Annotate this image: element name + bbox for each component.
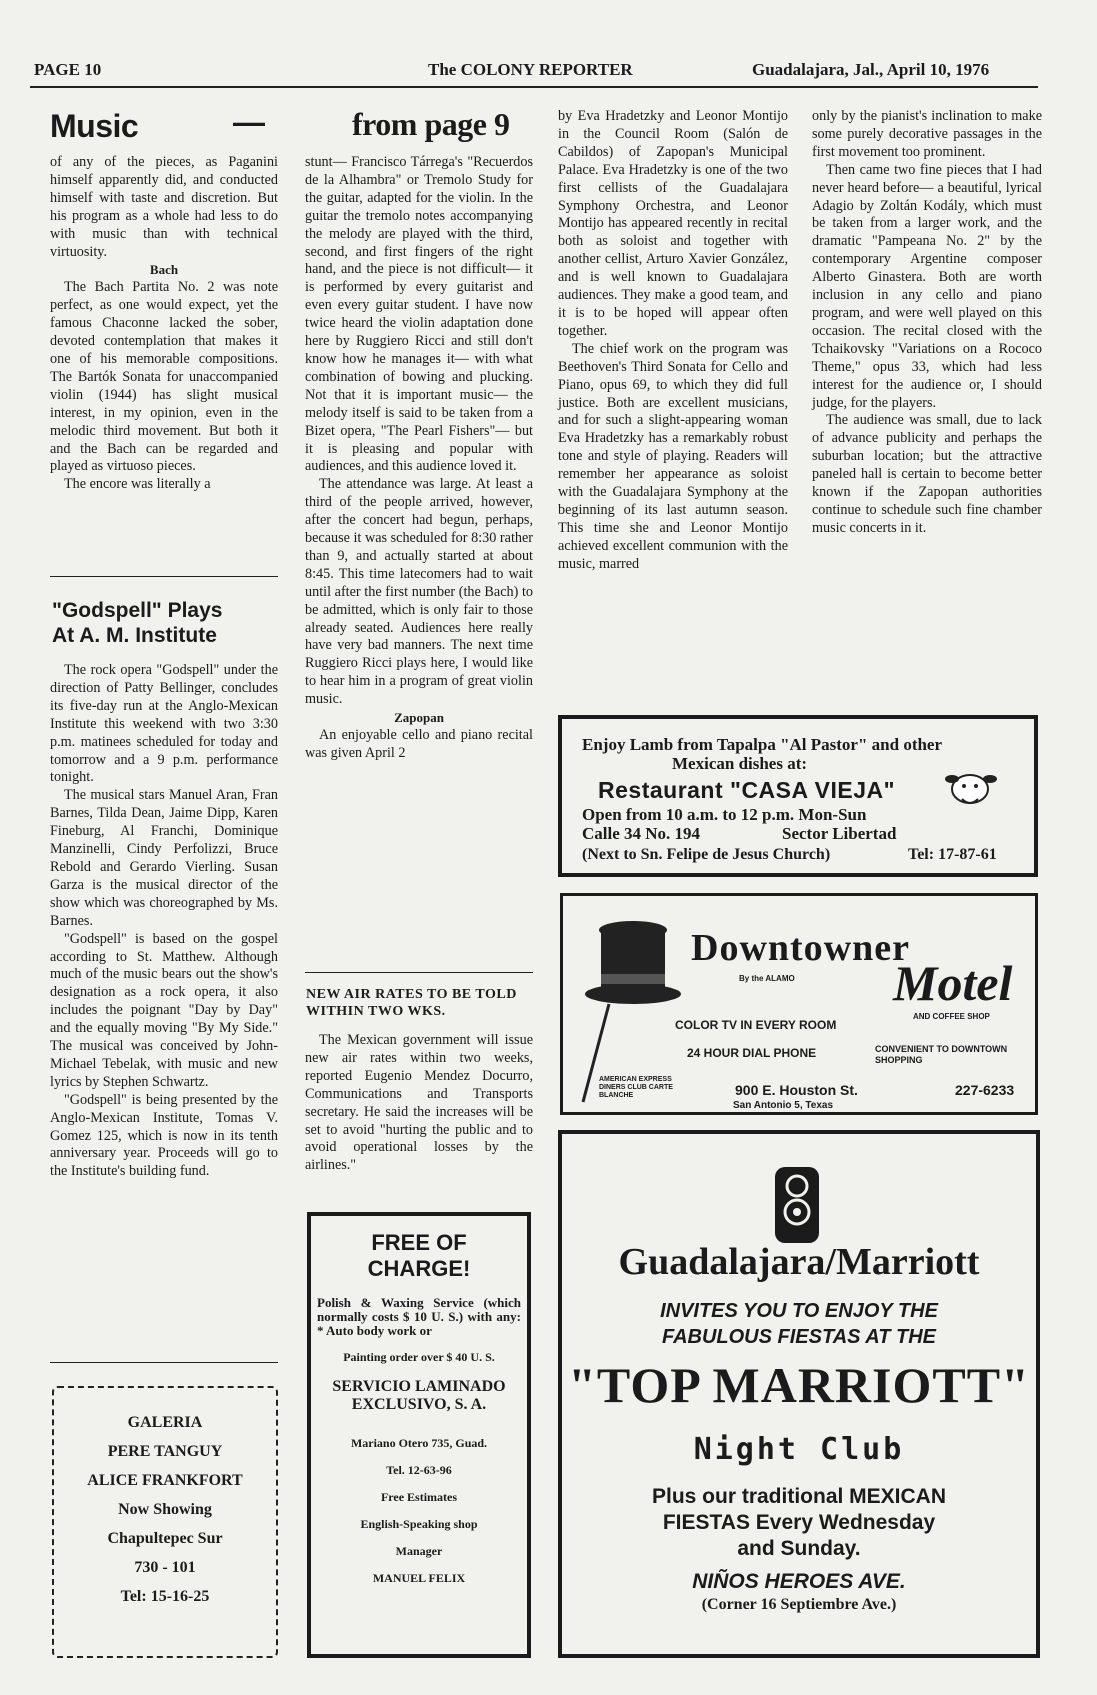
free-painting-text: Painting order over $ 40 U. S. (343, 1350, 495, 1364)
free-estimates: Free Estimates (380, 1490, 458, 1504)
downtowner-name-part2: wner (823, 927, 910, 969)
casa-vieja-ad (558, 715, 1038, 877)
convenient-shopping: CONVENIENT TO DOWNTOWN SHOPPING (875, 1044, 1008, 1065)
color-tv: COLOR TV IN EVERY ROOM (675, 1018, 837, 1032)
free-title-line2: CHARGE! (367, 1256, 471, 1281)
casa-sector: Sector Libertad (782, 824, 897, 843)
galeria-phone: Tel: 15-16-25 (120, 1588, 210, 1605)
column-rule (305, 972, 533, 973)
fiestas-line2: FIESTAS Every Wednesday (662, 1511, 936, 1534)
downtowner-name-part1: Downto (691, 927, 824, 969)
free-english: English-Speaking shop (360, 1517, 478, 1531)
downtowner-address: 900 E. Houston St. (735, 1082, 858, 1098)
marriott-name: Guadalajara/Marriott (618, 1241, 980, 1283)
marriott-invite-line2: FABULOUS FIESTAS AT THE (661, 1326, 937, 1348)
paragraph: The audience was small, due to lack of advance publicity and perhaps the suburban location; but the attractive paneled hall is certain to become better known if the Zapopan authorities continue to schedule such fine chamber music concerts in it. (812, 412, 1042, 536)
dial-phone: 24 HOUR DIAL PHONE (687, 1046, 817, 1060)
free-of-charge-ad (307, 1212, 531, 1658)
fiestas-line3: and Sunday. (737, 1537, 861, 1560)
music-column-2 (305, 154, 533, 763)
free-offer-text: Polish & Waxing Service (which normally costs $ 10 U. S.) with any: * Auto body work or (317, 1295, 521, 1338)
paragraph: The encore was literally a (64, 476, 211, 493)
godspell-title-line2: At A. M. Institute (52, 624, 217, 647)
credit-cards: AMERICAN EXPRESS DINERS CLUB CARTE BLANCHE (599, 1076, 673, 1099)
motel-script: Motel (893, 955, 1013, 1011)
paragraph: The musical stars Manuel Aran, Fran Barnes, Tilda Dean, Jaime Dipp, Karen Fineburg, Al Franchi, Dominique Manzinelli, Cindy Perfolizzi, Bruce Rebold and Gerardo Vierling. Susan Garza is the musical director of the show which was choreographed by Ms. Barnes. (50, 787, 278, 929)
paragraph: by Eva Hradetzky and Leonor Montijo in the Council Room (Salón de Cabildos) of Zapopan's Municipal Palace. Eva Hradetzky is one of the two first cellists of the Guadalajara Symphony Orchestra, and Leonor Montijo has appeared recently in recital both as soloist and together with another cellist, Arturo Xavier González, and is well known to Guadalajara audiences. They make a good team, and it is to be hoped will appear often together. (558, 108, 788, 339)
paragraph: Then came two fine pieces that I had never heard before— a beautiful, lyrical Adagio by Zoltán Kodály, which must be taken from a larger work, and the dramatic "Pampeana No. 2" by the contemporary Argentine composer Alberto Ginastera. Both are worth inclusion in any cello and piano program, and were well played on this occasion. The recital closed with the Tchaikovsky "Variations on a Rococo Theme," opus 33, which had less interest for the audience or, I should judge, for the players. (812, 161, 1042, 411)
marriott-corner: (Corner 16 Septiembre Ave.) (701, 1596, 897, 1613)
column-rule (50, 1362, 278, 1363)
free-phone: Tel. 12-63-96 (386, 1463, 452, 1477)
casa-phone: Tel: 17-87-61 (908, 846, 997, 863)
dateline: Guadalajara, Jal., April 10, 1976 (752, 60, 990, 79)
music-headline-right: from page 9 (352, 106, 510, 142)
paragraph: The rock opera "Godspell" under the direction of Patty Bellinger, concludes its five-day run at the Anglo-Mexican Institute this weekend with two 3:30 p.m. matinees scheduled for today and tomorrow and a 9 p.m. performance tonight. (50, 662, 278, 786)
galeria-ad (52, 1386, 278, 1658)
godspell-title-line1: "Godspell" Plays (52, 599, 223, 622)
galeria-line: 730 - 101 (134, 1559, 196, 1576)
header-rule (30, 86, 1038, 88)
air-rates-headline: NEW AIR RATES TO BE TOLD WITHIN TWO WKS. (306, 987, 517, 1019)
casa-line1: Enjoy Lamb from Tapalpa "Al Pastor" and other (582, 735, 943, 754)
by-the-alamo: By the ALAMO (739, 974, 795, 983)
page-number: PAGE 10 (34, 60, 102, 79)
column-rule (50, 576, 278, 577)
paragraph: The Mexican government will issue new air rates within two weeks, reported Eugenio Mendez Docurro, Communications and Transports secretary. He said the increases will be set to avoid "hurting the public and to avoid operational losses by the airlines." (305, 1032, 533, 1174)
free-manager-name: MANUEL FELIX (372, 1571, 466, 1585)
ninos-heroes: NIÑOS HEROES AVE. (692, 1570, 906, 1593)
air-rates-article (305, 1032, 533, 1175)
casa-address: Calle 34 No. 194 (582, 824, 701, 843)
music-column-4 (812, 108, 1042, 538)
paragraph: The chief work on the program was Beethoven's Third Sonata for Cello and Piano, opus 69, to which they did full justice. Both are excellent musicians, and for such a slight-appearing woman Eva Hradetzky has a remarkably robust tone and style of playing. Readers will remember her appearance as soloist with the Guadalajara Symphony at the beginning of its last autumn season. This time she and Leonor Montijo achieved excellent communion with the music, marred (558, 340, 788, 572)
godspell-headline (52, 598, 278, 648)
paragraph: of any of the pieces, as Paganini himself apparently did, and conducted himself with taste and discretion. But his program as a whole had less to do with music than with technical virtuosity. (50, 154, 278, 260)
paragraph: The attendance was large. At least a third of the people arrived, however, after the concert had begun, perhaps, because it was scheduled for 8:30 rather than 9, and actually started at about 8:45. This time latecomers had to wait until after the first number (the Bach) to be admitted, which is only fair to those already seated. Audiences here really have very bad manners. The next time Ruggiero Ricci plays here, I would like to hear him in a program of great violin music. (305, 476, 533, 708)
subhead-zapopan: Zapopan (394, 710, 444, 726)
casa-restaurant-name: Restaurant "CASA VIEJA" (598, 777, 896, 803)
galeria-line: PERE TANGUY (107, 1443, 223, 1460)
paragraph: An enjoyable cello and piano recital was given April 2 (305, 727, 533, 761)
lamb-icon (940, 759, 1002, 815)
music-headline-dash: — (233, 104, 265, 140)
music-column-3 (558, 108, 788, 574)
music-headline-left: Music (50, 108, 139, 144)
subhead-bach: Bach (149, 262, 179, 278)
music-column-1 (50, 154, 278, 494)
marriott-ad (558, 1130, 1040, 1658)
paragraph: only by the pianist's inclination to make some purely decorative passages in the first movement too prominent. (812, 108, 1042, 160)
paragraph: The Bach Partita No. 2 was note perfect, as one would expect, yet the famous Chaconne lacked the sober, devoted contemplation that makes it one of his memorable compositions. The Bartók Sonata for unaccompanied violin (1944) has slight musical interest, in my opinion, even in the melodic third movement. But both it and the Bach can be regarded and played as virtuoso pieces. (50, 279, 278, 475)
marriott-logo-icon (772, 1164, 822, 1246)
downtowner-city: San Antonio 5, Texas (733, 1100, 834, 1111)
galeria-line: Chapultepec Sur (107, 1530, 223, 1547)
top-marriott: "TOP MARRIOTT" (568, 1357, 1030, 1413)
casa-landmark: (Next to Sn. Felipe de Jesus Church) (582, 846, 831, 863)
paragraph: "Godspell" is being presented by the Anglo-Mexican Institute, Tomas V. Gomez 125, which is now in its tenth anniversary year. Proceeds will go to the Institute's building fund. (50, 1091, 278, 1180)
galeria-line: Now Showing (118, 1501, 212, 1518)
casa-hours: Open from 10 a.m. to 12 p.m. Mon-Sun (582, 805, 867, 824)
galeria-line: ALICE FRANKFORT (87, 1472, 243, 1489)
galeria-line: GALERIA (127, 1414, 203, 1431)
newspaper-name: The COLONY REPORTER (428, 60, 633, 79)
free-company-name: SERVICIO LAMINADO EXCLUSIVO, S. A. (332, 1378, 506, 1413)
downtowner-motel-ad (560, 893, 1038, 1115)
night-club: Night Club (693, 1432, 905, 1467)
godspell-article (50, 662, 278, 1181)
free-address: Mariano Otero 735, Guad. (350, 1436, 488, 1450)
coffee-shop: AND COFFEE SHOP (913, 1012, 990, 1021)
paragraph: "Godspell" is based on the gospel according to St. Matthew. Although much of the music bears out the show's designation as a rock opera, it also includes the poignant "Day by Day" and the equally moving "By My Side." The musical was conceived by John-Michael Tebelak, with music and new lyrics by Stephen Schwartz. (50, 930, 278, 1090)
casa-line2: Mexican dishes at: (672, 754, 808, 773)
downtowner-phone: 227-6233 (955, 1082, 1015, 1098)
paragraph: stunt— Francisco Tárrega's "Recuerdos de la Alhambra" or Tremolo Study for the guitar, adapted for the violin. In the guitar the tremolo notes accompanying the melody are played with the third, second, and first fingers of the right hand, and the piece is not difficult— it is performed by every guitarist and even every guitar student. I have now twice heard the violin adaptation done here by Ruggiero Ricci and still don't know how he manages it— with what combination of bowing and plucking. Not that it is important music— the melody itself is said to be taken from a Bizet opera, "The Pearl Fishers"— but it is pleasing and popular with audiences, and this audience loved it. (305, 154, 533, 475)
free-manager-label: Manager (395, 1544, 443, 1558)
fiestas-line1: Plus our traditional MEXICAN (651, 1485, 947, 1508)
free-title-line1: FREE OF (371, 1230, 467, 1255)
marriott-invite-line1: INVITES YOU TO ENJOY THE (660, 1300, 938, 1322)
